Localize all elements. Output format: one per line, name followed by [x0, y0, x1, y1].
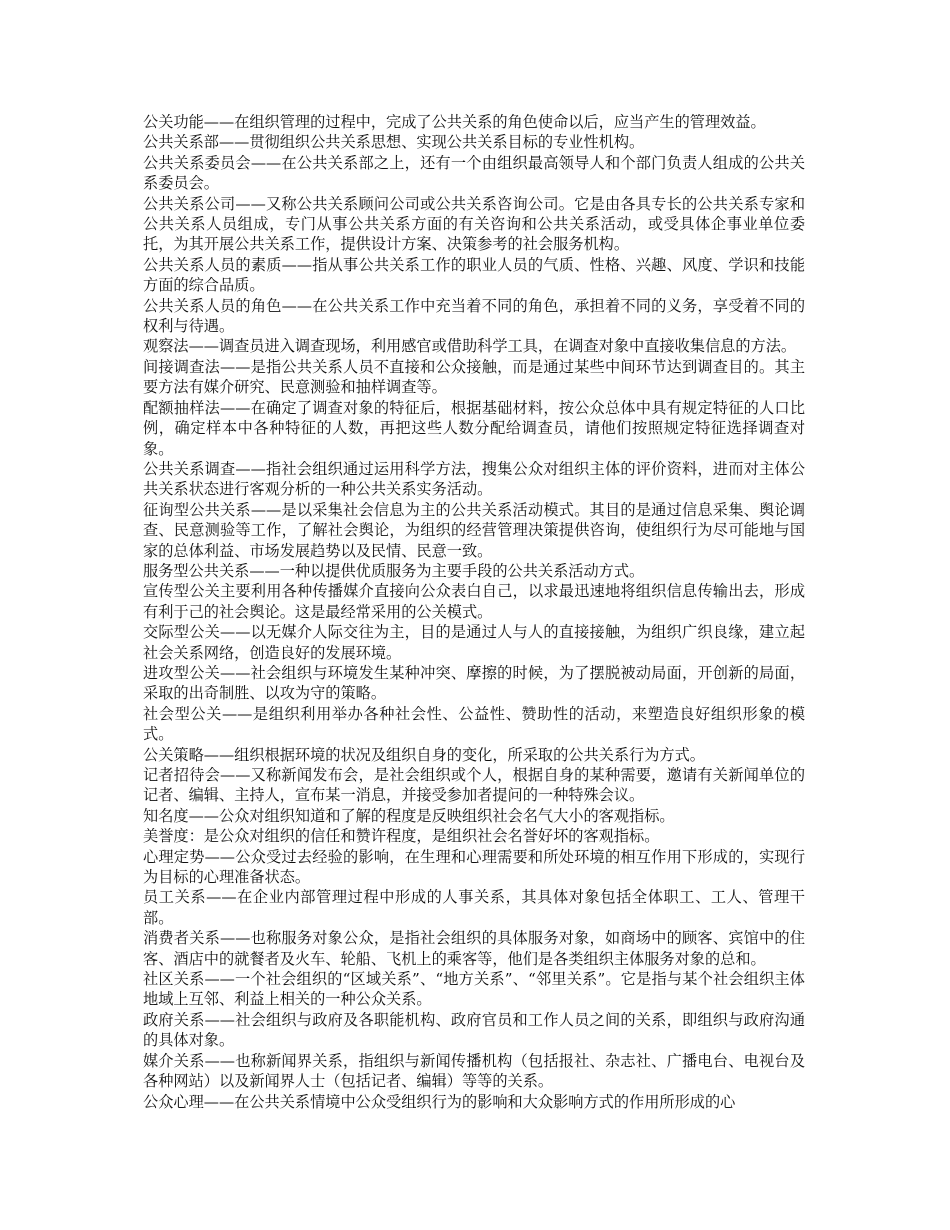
entry-public-relations-company: 公共关系公司——又称公共关系顾问公司或公共关系咨询公司。它是由各具专长的公共关系专家和公共关系人员组成，专门从事公共关系方面的有关咨询和公共关系活动，或受具体企事业单位委托，为其开展公共关系工作，提供设计方案、决策参考的社会服务机构。: [143, 194, 805, 254]
entry-mental-set: 心理定势——公众受过去经验的影响，在生理和心理需要和所处环境的相互作用下形成的，实现行为目标的心理准备状态。: [143, 847, 805, 887]
entry-public-psychology: 公众心理——在公共关系情境中公众受组织行为的影响和大众影响方式的作用所形成的心: [143, 1092, 736, 1111]
entry-consultative-public-relations: 征询型公共关系——是以采集社会信息为主的公共关系活动模式。其目的是通过信息采集、舆论调查、民意测验等工作，了解社会舆论，为组织的经营管理决策提供咨询，使组织行为尽可能地与国家的总体利益、市场发展趋势以及民情、民意一致。: [143, 500, 805, 560]
entry-quota-sampling-method: 配额抽样法——在确定了调查对象的特征后，根据基础材料，按公众总体中具有规定特征的人口比例，确定样本中各种特征的人数，再把这些人数分配给调查员，请他们按照规定特征选择调查对象。: [143, 398, 805, 458]
entry-reputation: 美誉度：是公众对组织的信任和赞许程度，是组织社会名誉好坏的客观指标。: [143, 827, 660, 846]
entry-social-public-relations: 社会型公关——是组织利用举办各种社会性、公益性、赞助性的活动，来塑造良好组织形象的模式。: [143, 704, 805, 744]
entry-awareness: 知名度——公众对组织知道和了解的程度是反映组织社会名气大小的客观指标。: [143, 806, 675, 825]
entry-service-public-relations: 服务型公共关系——一种以提供优质服务为主要手段的公共关系活动方式。: [143, 561, 645, 580]
entry-public-relations-strategy: 公关策略——组织根据环境的状况及组织自身的变化，所采取的公共关系行为方式。: [143, 745, 705, 764]
entry-social-contact-public-relations: 交际型公关——以无媒介人际交往为主，目的是通过人与人的直接接触，为组织广织良缘，建立起社会关系网络，创造良好的发展环境。: [143, 623, 805, 662]
glossary-text-block: [143, 112, 805, 1112]
entry-public-relations-committee: 公共关系委员会——在公共关系部之上，还有一个由组织最高领导人和个部门负责人组成的公共关系委员会。: [143, 153, 805, 193]
entry-staff-roles: 公共关系人员的角色——在公共关系工作中充当着不同的角色，承担着不同的义务，享受着不同的权利与待遇。: [143, 296, 805, 336]
entry-media-relations: 媒介关系——也称新闻界关系，指组织与新闻传播机构（包括报社、杂志社、广播电台、电视台及各种网站）以及新闻界人士（包括记者、编辑）等等的关系。: [143, 1051, 805, 1091]
entry-public-relations-department: 公共关系部——贯彻组织公共关系思想、实现公共关系目标的专业性机构。: [143, 133, 645, 152]
entry-indirect-survey-method: 间接调查法——是指公共关系人员不直接和公众接触，而是通过某些中间环节达到调查目的。其主要方法有媒介研究、民意测验和抽样调查等。: [143, 357, 805, 397]
entry-observation-method: 观察法——调查员进入调查现场，利用感官或借助科学工具，在调查对象中直接收集信息的方法。: [143, 337, 797, 356]
entry-consumer-relations: 消费者关系——也称服务对象公众，是指社会组织的具体服务对象，如商场中的顾客、宾馆中的住客、酒店中的就餐者及火车、轮船、飞机上的乘客等，他们是各类组织主体服务对象的总和。: [143, 929, 805, 968]
entry-publicity-public-relations: 宣传型公关主要利用各种传播媒介直接向公众表白自己，以求最迅速地将组织信息传输出去，形成有利于己的社会舆论。这是最经常采用的公关模式。: [143, 582, 805, 621]
entry-offensive-public-relations: 进攻型公关——社会组织与环境发生某种冲突、摩擦的时候，为了摆脱被动局面，开创新的局面，采取的出奇制胜、以攻为守的策略。: [143, 663, 805, 703]
entry-government-relations: 政府关系——社会组织与政府及各职能机构、政府官员和工作人员之间的关系，即组织与政府沟通的具体对象。: [143, 1010, 805, 1050]
entry-public-relations-survey: 公共关系调查——指社会组织通过运用科学方法，搜集公众对组织主体的评价资料，进而对主体公共关系状态进行客观分析的一种公共关系实务活动。: [143, 459, 805, 499]
entry-community-relations: 社区关系——一个社会组织的“区域关系”、“地方关系”、“邻里关系”。它是指与某个社会组织主体地域上互邻、利益上相关的一种公众关系。: [143, 970, 805, 1009]
entry-public-relations-function: 公关功能——在组织管理的过程中，完成了公共关系的角色使命以后，应当产生的管理效益。: [143, 113, 766, 131]
entry-employee-relations: 员工关系——在企业内部管理过程中形成的人事关系，其具体对象包括全体职工、工人、管理干部。: [143, 888, 805, 927]
entry-staff-qualities: 公共关系人员的素质——指从事公共关系工作的职业人员的气质、性格、兴趣、风度、学识和技能方面的综合品质。: [143, 255, 805, 295]
entry-press-conference: 记者招待会——又称新闻发布会，是社会组织或个人，根据自身的某种需要，邀请有关新闻单位的记者、编辑、主持人，宣布某一消息，并接受参加者提问的一种特殊会议。: [143, 766, 805, 805]
